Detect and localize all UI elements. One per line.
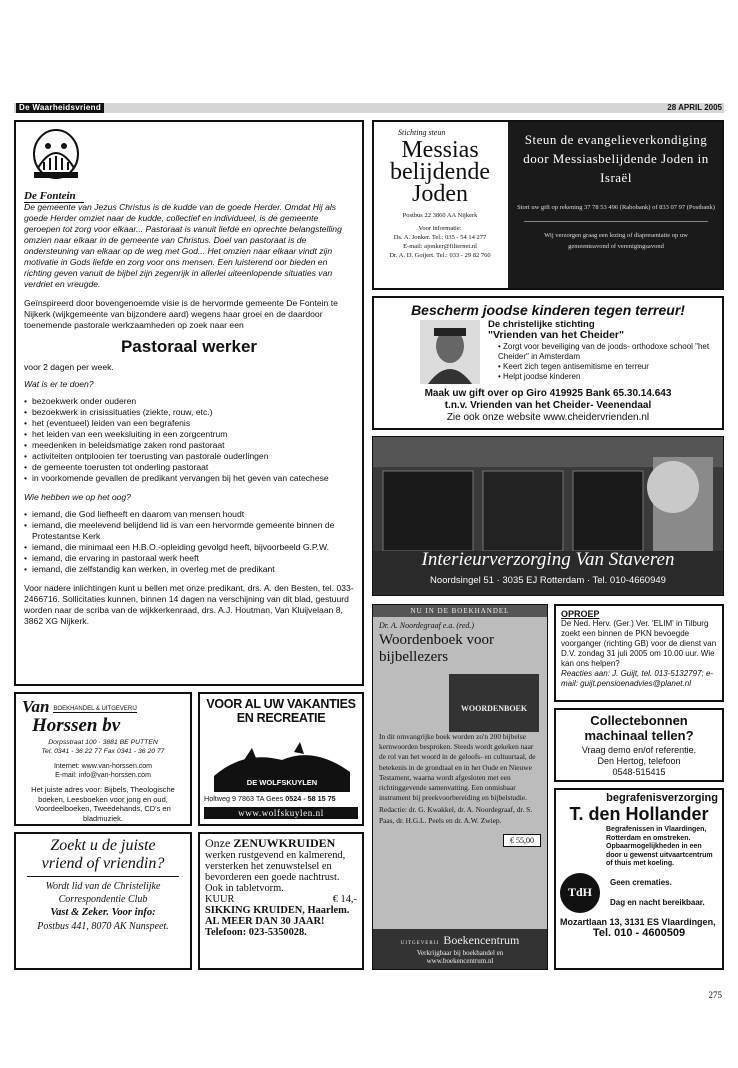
vak-brand: DE WOLFSKUYLEN (246, 778, 318, 787)
messias-banner (508, 122, 724, 288)
pastoraal-werker-ad (14, 120, 364, 686)
holl-line: door u gewenst uitvaartcentrum (606, 851, 713, 859)
zoekt-line: Vast & Zeker. Voor info: (50, 907, 156, 918)
staveren-address: Noordsingel 51 · 3035 EJ Rotterdam · Tel. 010-4660949 (430, 575, 666, 586)
list-item: • in voorkomende gevallen de predikant vervangen bij het geven van catechese (24, 473, 354, 484)
collect-title: Collectebonnen machinaal tellen? (584, 713, 694, 743)
holl-line: Opbaarmogelijkheden in een (606, 843, 702, 850)
horssen-sub: BOEKHANDEL & UITGEVERIJ (53, 706, 137, 712)
messias-headline: Steun de evangelieverkondiging door Messiasbelijdende Joden in Israël (523, 132, 709, 185)
info-label: Voor informatie: (418, 225, 462, 232)
holl-line: Rotterdam en omstreken. (606, 834, 691, 842)
lecture-offer: Wij verzorgen graag een lezing of diapresentatie op uw gemeenteavond of verenigingsavond (544, 232, 688, 250)
zenuw-line: AL MEER DAN 30 JAAR! (205, 916, 325, 927)
stichting-label: Stichting steun (398, 128, 446, 137)
contact-line: Dr. A. D. Goijert. Tel.: 033 - 29 82 760 (389, 252, 491, 259)
holl-note: Geen crematies. (610, 877, 672, 887)
cheider-sub1: De christelijke stichting (488, 319, 595, 330)
christelijke-correspondentie-ad (14, 832, 192, 970)
collectebonnen-ad (554, 708, 724, 782)
contact-line: E-mail: ajonker@filternet.nl (403, 243, 477, 250)
cheider-title: Bescherm joodse kinderen tegen terreur! (411, 302, 685, 318)
publication-name: De Waarheidsvriend (16, 103, 104, 113)
list-item: • het leiden van een weeksluiting in een zorgcentrum (24, 429, 354, 440)
holl-phone: Tel. 010 - 4600509 (592, 926, 686, 939)
page-header (14, 103, 724, 113)
gift-info: Stort uw gift op rekening 37 78 53 496 (Rabobank) of 833 07 97 (Postbank) (517, 204, 715, 211)
boek-description: In dit omvangrijke boek worden zo'n 200 bijbelse kernwoorden besproken. Steeds wordt gekeken naar de rol van het woord in de geloofs- en cultuurtaal, de betekenis in de grondtaal en in het Oude en Nieuwe Testament, waarna wordt afgesloten met een richtinggevende samenvatting. Een onmisbaar instrument bij preekvoorbereiding en bijbelstudie. (379, 732, 536, 803)
horssen-web: Internet: www.van-horssen.com (53, 763, 153, 770)
zenuw-body: werken rustgevend en kalmerend, versterken het zenuwstelsel en bevorderen een goede nachtrust. Ook in tabletvorm. (205, 850, 346, 894)
vak-tel: 0524 - 58 15 75 (285, 794, 336, 803)
list-item: • Helpt joodse kinderen (498, 372, 581, 381)
list-item: • iemand, die meelevend belijdend lid is van een hervormde gemeente binnen de Protestantse Kerk (24, 520, 354, 542)
holl-logo: TdH (560, 873, 600, 913)
logo-wordmark: De Fontein (24, 191, 84, 203)
list-item: • bezoekwerk onder ouderen (24, 396, 354, 407)
publisher-prefix: UITGEVERIJ (400, 941, 440, 946)
list-item: • iemand, die ervaring in pastoraal werk heeft (24, 553, 354, 564)
cheider-website: Zie ook onze website www.cheidervrienden.nl (446, 412, 650, 423)
contact-line: Ds. A. Jonker. Tel.: 035 - 54 14 277 (393, 234, 487, 241)
zenuw-price: € 14,- (332, 894, 357, 905)
horssen-address: Dorpsstraat 100 · 3881 BE PUTTEN (48, 739, 158, 746)
oproep-ad (554, 604, 724, 702)
list-item: • Keert zich tegen antisemitisme en terreur (498, 362, 649, 371)
zoekt-line: Postbus 441, 8070 AK Nunspeet. (37, 921, 169, 932)
contact-text: Voor nadere inlichtingen kunt u bellen met onze predikant, drs. A. den Besten, tel. 033-2466716. Sollicitaties kunnen, binnen 14 dagen na verschijning van dit blad, gestuurd worden naar de scriba van de wijkkerkenraad, drs. A.J. Houtman, Van Kluijvelaan 8, 3862 XG Nijkerk. (24, 583, 354, 626)
collect-line: Den Hertog, telefoon (597, 756, 681, 766)
publisher-name: Boekencentrum (443, 933, 520, 947)
child-photo (420, 320, 480, 384)
list-item: • iemand, die God liefheeft en daarom van mensen houdt (24, 509, 354, 520)
wolfskuylen-ad (198, 692, 364, 826)
staveren-name: Interieurverzorging Van Staveren (421, 549, 675, 570)
den-hollander-ad (554, 788, 724, 970)
collect-line: Vraag demo en/of referentie. (581, 745, 697, 755)
issue-date: 28 APRIL 2005 (667, 103, 722, 112)
zenuw-line: Telefoon: 023-5350028. (205, 927, 307, 938)
fountain-icon (24, 128, 88, 188)
horssen-van: Van (22, 697, 50, 716)
boek-banner: NU IN DE BOEKHANDEL (373, 605, 547, 617)
page-number: 275 (708, 990, 722, 1000)
boek-redactie: Redactie: dr. G. Kwakkel, dr. A. Noordegraaf, dr. S. Paas, dr. H.G.L. Peels en dr. A.W. Zwiep. (379, 805, 533, 825)
horssen-email: E-mail: info@van-horssen.com (55, 772, 151, 779)
list-item: • meedenken in beleidsmatige zaken rond pastoraat (24, 440, 354, 451)
messias-name (378, 139, 502, 205)
oproep-title: OPROEP (561, 609, 600, 619)
boek-price: € 55,00 (503, 834, 541, 847)
cheider-sub2: "Vrienden van het Cheider" (488, 329, 624, 341)
zenuw-t1: Onze (205, 836, 231, 850)
holl-note: Dag en nacht bereikbaar. (610, 897, 705, 907)
collect-line: 0548-515415 (612, 767, 666, 777)
holl-line: Begrafenissen in Vlaardingen, (606, 826, 707, 833)
oproep-body: De Ned. Herv. (Ger.) Ver. 'ELIM' in Tilburg zoekt een binnen de PKN bevoegde voorganger (richting GB) voor de dienst van D.V. zondag 31 juli 2005 om 10.00 uur. Wie kan ons helpen? (561, 619, 717, 668)
oproep-contact: Reacties aan: J. Guijt, tel. 013-5132797; e-mail: guijt.pensioenadvies@planet.nl (561, 669, 714, 688)
list-item: • de gemeente toerusten tot onderling pastoraat (24, 462, 354, 473)
van-horssen-ad (14, 692, 192, 826)
boek-website: www.boekencentrum.nl (426, 957, 494, 965)
book-cover: WOORDENBOEK (449, 674, 539, 732)
zoekt-line: Correspondentie Club (58, 894, 148, 905)
list-item: • iemand, die zelfstandig kan werken, in overleg met de predikant (24, 564, 354, 575)
vak-address: Holtweg 9 7863 TA Gees (204, 794, 284, 803)
zenuwkruiden-ad (198, 832, 364, 970)
cheider-ad (372, 296, 724, 430)
boek-title: Woordenboek voor bijbellezers (379, 632, 495, 665)
name-line: Joden (412, 181, 468, 207)
woordenboek-ad (372, 604, 548, 970)
storefront-photo (373, 437, 723, 595)
vacancy-title: Pastoraal werker (120, 337, 258, 356)
list-item: • activiteiten ontplooien ter toerusting van pastorale ouderlingen (24, 451, 354, 462)
horssen-slogan: Het juiste adres voor: Bijbels, Theologische boeken, Leesboeken voor jong en oud, Voordeelboeken, Tweedehands, CD's en bladmuziek. (31, 785, 175, 823)
list-item: • Zorgt voor beveiliging van de joods- orthodoxe school "het Cheider" in Amsterdam (498, 342, 710, 361)
list-item: • het (eventueel) leiden van een begrafenis (24, 418, 354, 429)
tasks-heading: Wat is er te doen? (24, 379, 94, 389)
requirements-list (24, 509, 354, 575)
context-text: Geïnspireerd door bovengenoemde visie is de hervormde gemeente De Fontein te Nijkerk (wijkgemeente van bijzondere aard) wegens haar groei en de daardoor toenemende pastorale werkzaamheden op zoek naar een (24, 298, 338, 330)
giro-info: Maak uw gift over op Giro 419925 Bank 65.30.14.643 (424, 388, 672, 399)
postal-address: Postbus 22 3860 AA Nijkerk (402, 212, 478, 219)
task-list (24, 396, 354, 484)
vacancy-hours: voor 2 dagen per week. (24, 362, 114, 372)
zenuw-line: SIKKING KRUIDEN, Haarlem. (205, 905, 350, 916)
tnv-info: t.n.v. Vrienden van het Cheider- Veenendaal (444, 400, 652, 411)
horssen-name: Horssen bv (32, 715, 121, 736)
list-item: • bezoekwerk in crisissituaties (ziekte, rouw, etc.) (24, 407, 354, 418)
zoekt-line: vriend of vriendin? (41, 855, 165, 872)
zenuw-kuur: KUUR (205, 894, 235, 905)
holl-line: of thuis met koeling. (606, 860, 675, 867)
list-item: • iemand, die minimaal een H.B.O.-opleiding gevolgd heeft, bijvoorbeeld G.P.W. (24, 542, 354, 553)
holl-top: begrafenisverzorging (606, 792, 718, 804)
boek-availability: Verkrijgbaar bij boekhandel en (416, 949, 504, 957)
name-line: belijdende (390, 159, 490, 185)
horssen-tel: Tel. 0341 - 36 22 77 Fax 0341 - 36 20 77 (41, 748, 165, 755)
zoekt-line: Wordt lid van de Christelijke (45, 881, 161, 892)
zoekt-line: Zoekt u de juiste (50, 837, 156, 854)
child-portrait-icon (420, 320, 480, 384)
vak-title: VOOR AL UW VAKANTIES EN RECREATIE (206, 697, 356, 725)
de-fontein-logo (24, 128, 88, 200)
messias-belijdende-joden-ad (372, 120, 724, 290)
boek-editor: Dr. A. Noordegraaf e.a. (red.) (379, 621, 475, 630)
vak-website: www.wolfskuylen.nl (204, 807, 358, 819)
requirements-heading: Wie hebben we op het oog? (24, 492, 131, 502)
holl-name: T. den Hollander (569, 804, 709, 824)
intro-text: De gemeente van Jezus Christus is de kudde van de goede Herder. Omdat Hij als goede Herder omziet naar de kudde, collectief en individueel, is de gemeente geroepen tot zorg voor elkaar... Pastoraat is vanuit liefde en oprechte belangstelling omzien naar elkaar in de gemeente van Christus. Doel van pastoraat is de ondersteuning van elkaar op de weg met God... Het omzien naar elkaar vindt zijn motivatie in Gods liefde en zorg voor ons mensen. Een luisterend oor bieden en richting geven vanuit de bijbel zijn zegenrijk in allerlei uiteenlopende situaties van verdriet en vreugde. (24, 202, 342, 289)
van-staveren-ad (372, 436, 724, 596)
name-line: Messias (401, 137, 479, 163)
messias-info (374, 122, 506, 288)
holl-address: Mozartlaan 13, 3131 ES Vlaardingen, (560, 916, 716, 927)
zenuw-t2: ZENUWKRUIDEN (233, 836, 336, 850)
